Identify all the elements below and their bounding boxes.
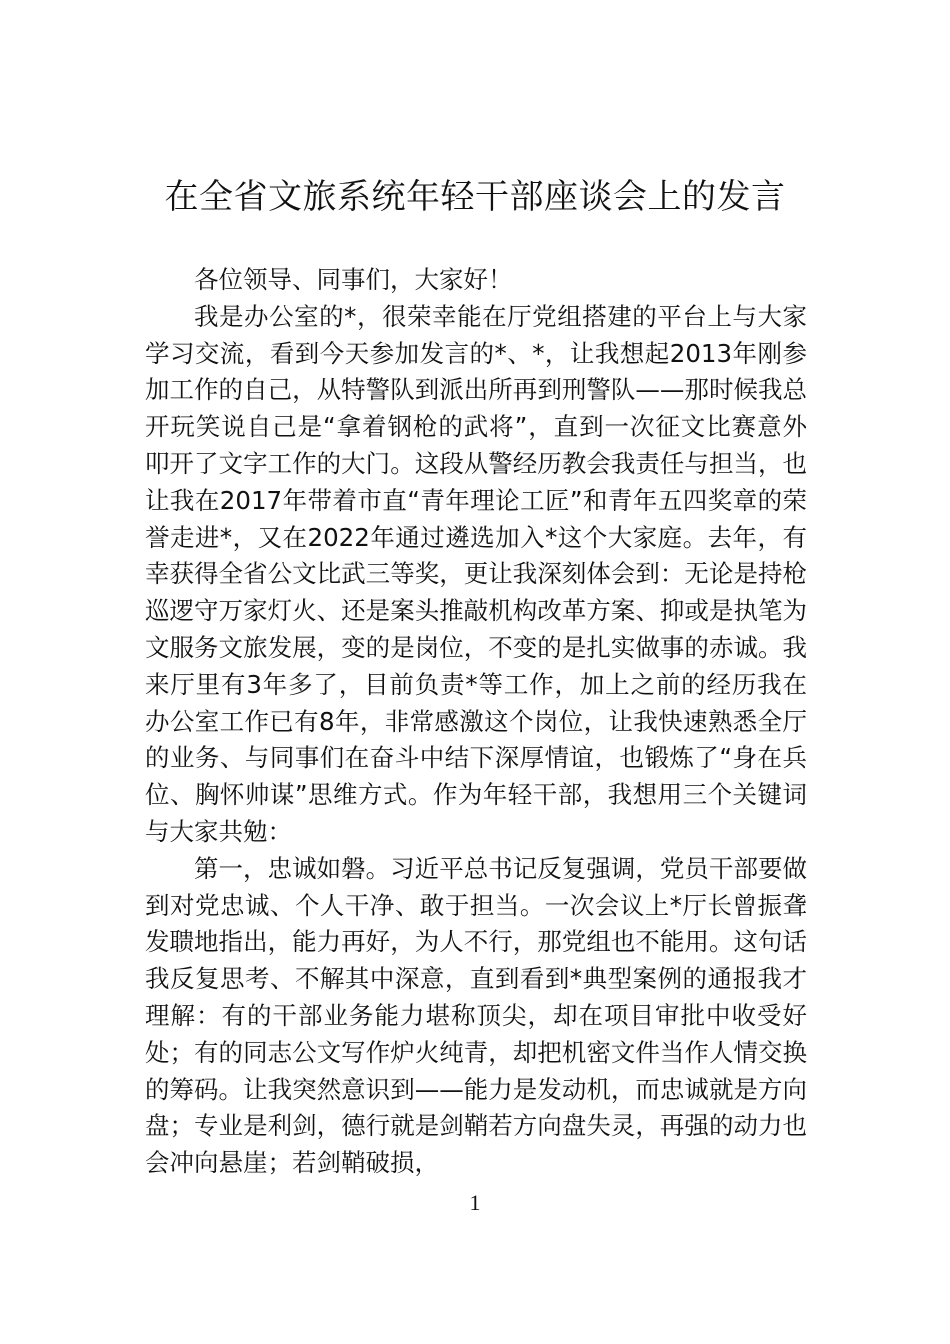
paragraph-greeting: 各位领导、同事们，大家好！ <box>194 265 513 294</box>
page-number: 1 <box>469 1190 481 1215</box>
document-title: 在全省文旅系统年轻干部座谈会上的发言 <box>164 177 786 217</box>
document-body <box>145 262 807 1182</box>
paragraph-introduction: 我是办公室的*，很荣幸能在厅党组搭建的平台上与大家学习交流，看到今天参加发言的*、*，让我想起2013年刚参加工作的自己，从特警队到派出所再到刑警队——那时候我总开玩笑说自己是“拿着钢枪的武将”，直到一次征文比赛意外叩开了文字工作的大门。这段从警经历教会我责任与担当，也让我在2017年带着市直“青年理论工匠”和青年五四奖章的荣誉走进*，又在2022年通过遴选加入*这个大家庭。去年，有幸获得全省公文比武三等奖，更让我深刻体会到：无论是持枪巡逻守万家灯火、还是案头推敲机构改革方案、抑或是执笔为文服务文旅发展，变的是岗位，不变的是扎实做事的赤诚。我来厅里有3年多了，目前负责*等工作，加上之前的经历我在办公室工作已有8年，非常感激这个岗位，让我快速熟悉全厅的业务、与同事们在奋斗中结下深厚情谊，也锻炼了“身在兵位、胸怀帅谋”思维方式。作为年轻干部，我想用三个关键词与大家共勉： <box>145 301 807 846</box>
paragraph-first-point: 第一，忠诚如磐。习近平总书记反复强调，党员干部要做到对党忠诚、个人干净、敢于担当。一次会议上*厅长曾振聋发聩地指出，能力再好，为人不行，那党组也不能用。这句话我反复思考、不解其中深意，直到看到*典型案例的通报我才理解：有的干部业务能力堪称顶尖，却在项目审批中收受好处；有的同志公文写作炉火纯青，却把机密文件当作人情交换的筹码。让我突然意识到——能力是发动机，而忠诚就是方向盘；专业是利剑，德行就是剑鞘若方向盘失灵，再强的动力也会冲向悬崖；若剑鞘破损， <box>145 853 807 1178</box>
